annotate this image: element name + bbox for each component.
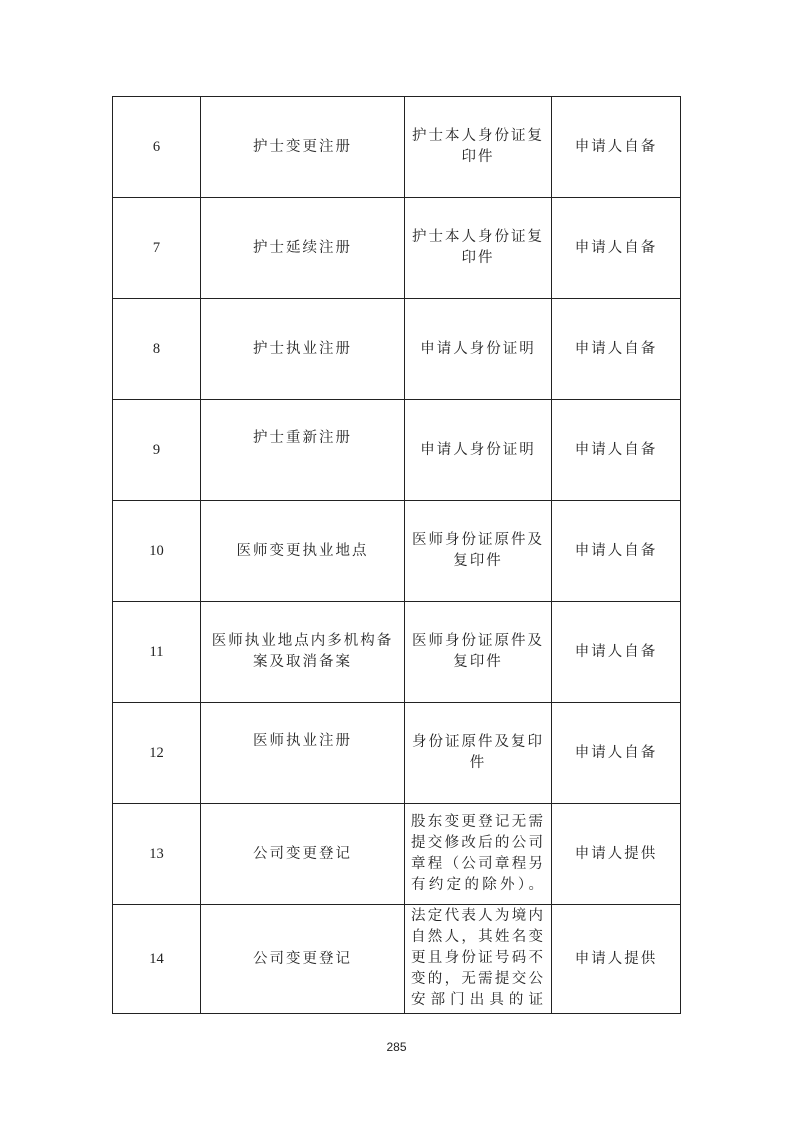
item-name: 医师变更执业地点 [201,501,405,602]
item-name: 护士执业注册 [201,299,405,400]
table-row [113,400,681,501]
material-source: 申请人提供 [552,905,681,1014]
table-row [113,198,681,299]
required-material: 护士本人身份证复印件 [405,198,552,299]
material-source: 申请人自备 [552,501,681,602]
material-source: 申请人自备 [552,703,681,804]
table-row [113,501,681,602]
row-number: 9 [113,400,201,501]
page-number: 285 [386,1040,407,1054]
required-material: 股东变更登记无需提交修改后的公司章程（公司章程另有约定的除外）。 [405,804,552,905]
table-row [113,299,681,400]
material-source: 申请人提供 [552,804,681,905]
item-name: 医师执业注册 [201,703,405,804]
material-source: 申请人自备 [552,198,681,299]
item-name: 公司变更登记 [201,905,405,1014]
required-material: 护士本人身份证复印件 [405,97,552,198]
row-number: 7 [113,198,201,299]
row-number: 6 [113,97,201,198]
material-source: 申请人自备 [552,400,681,501]
required-material: 医师身份证原件及复印件 [405,602,552,703]
item-name: 护士变更注册 [201,97,405,198]
table-row [113,703,681,804]
required-material: 申请人身份证明 [405,400,552,501]
material-source: 申请人自备 [552,97,681,198]
required-material: 法定代表人为境内自然人，其姓名变更且身份证号码不变的，无需提交公安部门出具的证 [405,905,552,1014]
material-source: 申请人自备 [552,602,681,703]
table-row [113,602,681,703]
item-name: 护士重新注册 [201,400,405,501]
row-number: 10 [113,501,201,602]
item-name: 护士延续注册 [201,198,405,299]
row-number: 14 [113,905,201,1014]
item-name: 公司变更登记 [201,804,405,905]
row-number: 8 [113,299,201,400]
table-row [113,905,681,1014]
row-number: 11 [113,602,201,703]
row-number: 13 [113,804,201,905]
item-name: 医师执业地点内多机构备案及取消备案 [201,602,405,703]
required-material: 申请人身份证明 [405,299,552,400]
table-row [113,97,681,198]
required-material: 医师身份证原件及复印件 [405,501,552,602]
table-row [113,804,681,905]
materials-table [112,96,681,1014]
row-number: 12 [113,703,201,804]
required-material: 身份证原件及复印件 [405,703,552,804]
material-source: 申请人自备 [552,299,681,400]
